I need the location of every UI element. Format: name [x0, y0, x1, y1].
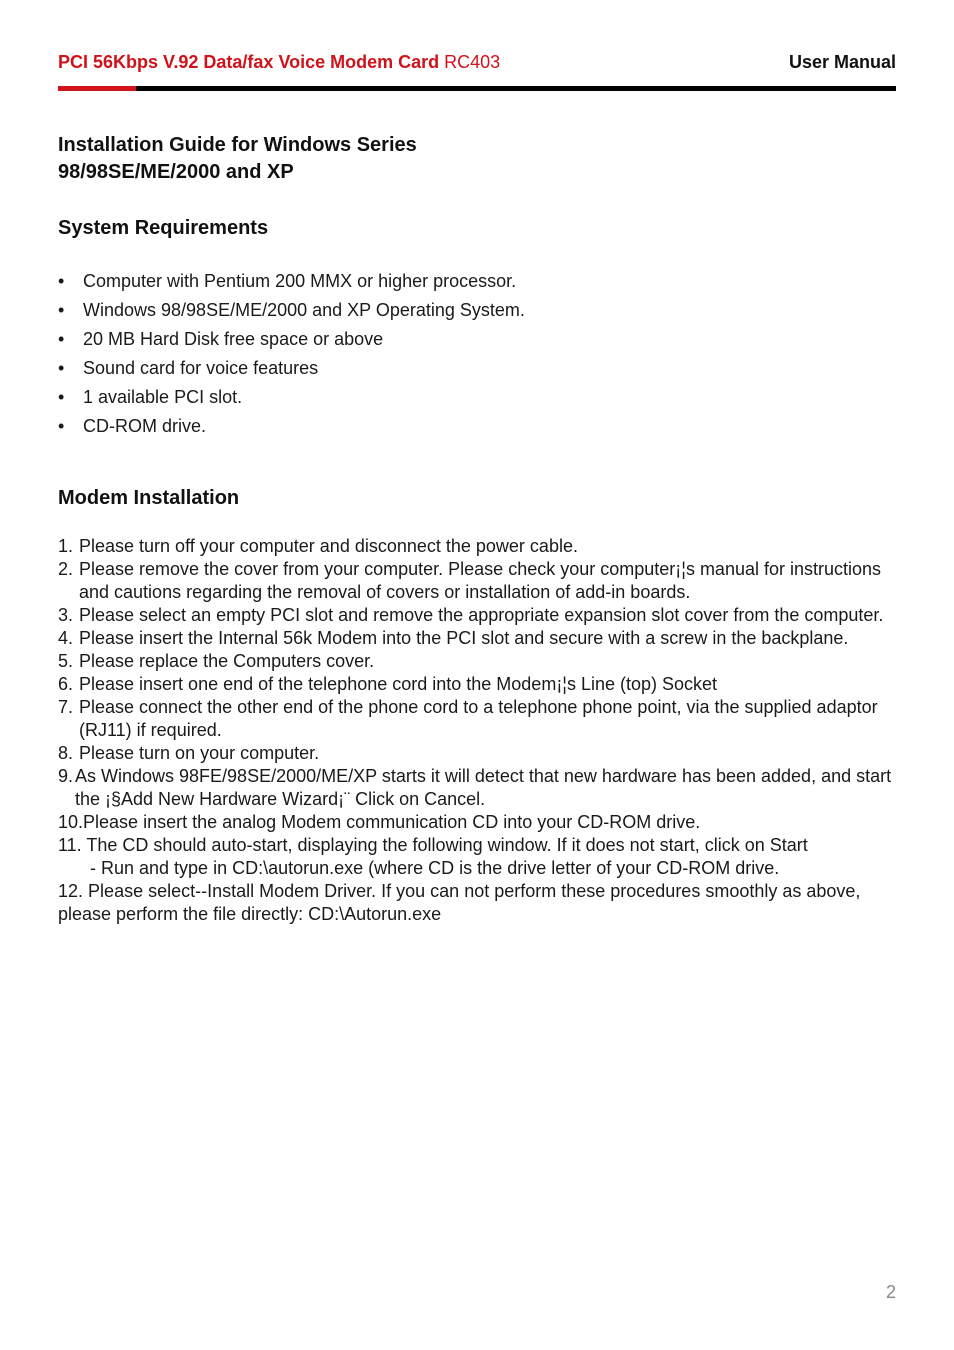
- step-number: 2.: [58, 559, 74, 579]
- list-item: • Windows 98/98SE/ME/2000 and XP Operating System.: [58, 296, 896, 325]
- step-number: 11.: [58, 835, 82, 855]
- modem-installation-heading: Modem Installation: [58, 487, 240, 509]
- product-name: PCI 56Kbps V.92 Data/fax Voice Modem Card: [58, 52, 440, 72]
- header-rule: [58, 86, 896, 91]
- step-number: 5.: [58, 651, 74, 671]
- list-item: • 1 available PCI slot.: [58, 383, 896, 412]
- list-item: • CD-ROM drive.: [58, 412, 896, 441]
- step-text: As Windows 98FE/98SE/2000/ME/XP starts it will detect that new hardware has been added, and start the ¡§Add New Hardware Wizard¡¨ Click on Cancel.: [75, 766, 892, 809]
- page-content: [58, 132, 896, 926]
- step-text: The CD should auto-start, displaying the following window. If it does not start, click on Start: [86, 835, 808, 855]
- model-number: RC403: [444, 52, 501, 72]
- list-item: • 20 MB Hard Disk free space or above: [58, 325, 896, 354]
- step-text: Please select--Install Modem Driver. If you can not perform these procedures smoothly as above, please perform the file directly: CD:\Autorun.exe: [58, 881, 861, 924]
- step-item: [58, 742, 896, 765]
- step-item: [58, 627, 896, 650]
- step-number: 4.: [58, 628, 74, 648]
- header-rule-accent: [58, 86, 136, 91]
- step-number: 3.: [58, 605, 74, 625]
- step-item: [58, 811, 896, 834]
- step-item: [58, 673, 896, 696]
- step-number: 1.: [58, 536, 74, 556]
- step-text: Please remove the cover from your computer. Please check your computer¡¦s manual for instructions and cautions regarding the removal of covers or installation of add-in boards.: [79, 559, 882, 602]
- step-text: Please turn on your computer.: [79, 743, 320, 763]
- step-text: Please insert the analog Modem communication CD into your CD-ROM drive.: [83, 812, 701, 832]
- step-number: 8.: [58, 743, 74, 763]
- system-requirements-heading: System Requirements: [58, 217, 269, 239]
- step-text: Please insert the Internal 56k Modem into the PCI slot and secure with a screw in the backplane.: [79, 628, 849, 648]
- product-title: [58, 52, 500, 73]
- page-number: 2: [885, 1282, 896, 1302]
- step-text: Please insert one end of the telephone cord into the Modem¡¦s Line (top) Socket: [79, 674, 718, 694]
- step-item: [58, 765, 896, 811]
- page-header: [58, 52, 896, 78]
- step-item: [58, 696, 896, 742]
- step-number: 9.: [58, 766, 74, 786]
- step-number: 12.: [58, 881, 84, 901]
- step-item: [58, 650, 896, 673]
- step-text: Please connect the other end of the phone cord to a telephone phone point, via the supplied adaptor (RJ11) if required.: [79, 697, 878, 740]
- step-number: 10.: [58, 812, 84, 832]
- step-item: [58, 558, 896, 604]
- step-item: [58, 535, 896, 558]
- requirements-list: [58, 267, 896, 441]
- guide-title: Installation Guide for Windows Series 98/98SE/ME/2000 and XP: [58, 134, 417, 183]
- step-text: Please replace the Computers cover.: [79, 651, 375, 671]
- installation-steps: [58, 535, 896, 926]
- document-type: User Manual: [788, 52, 896, 72]
- step-number: 7.: [58, 697, 74, 717]
- step-number: 6.: [58, 674, 74, 694]
- step-item: [58, 604, 896, 627]
- step-item: [58, 834, 896, 880]
- step-text: Please turn off your computer and disconnect the power cable.: [79, 536, 578, 556]
- step-text-continued: - Run and type in CD:\autorun.exe (where CD is the drive letter of your CD-ROM drive.: [90, 858, 780, 878]
- list-item: • Computer with Pentium 200 MMX or higher processor.: [58, 267, 896, 296]
- step-item: [58, 880, 896, 926]
- step-text: Please select an empty PCI slot and remove the appropriate expansion slot cover from the computer.: [79, 605, 884, 625]
- list-item: • Sound card for voice features: [58, 354, 896, 383]
